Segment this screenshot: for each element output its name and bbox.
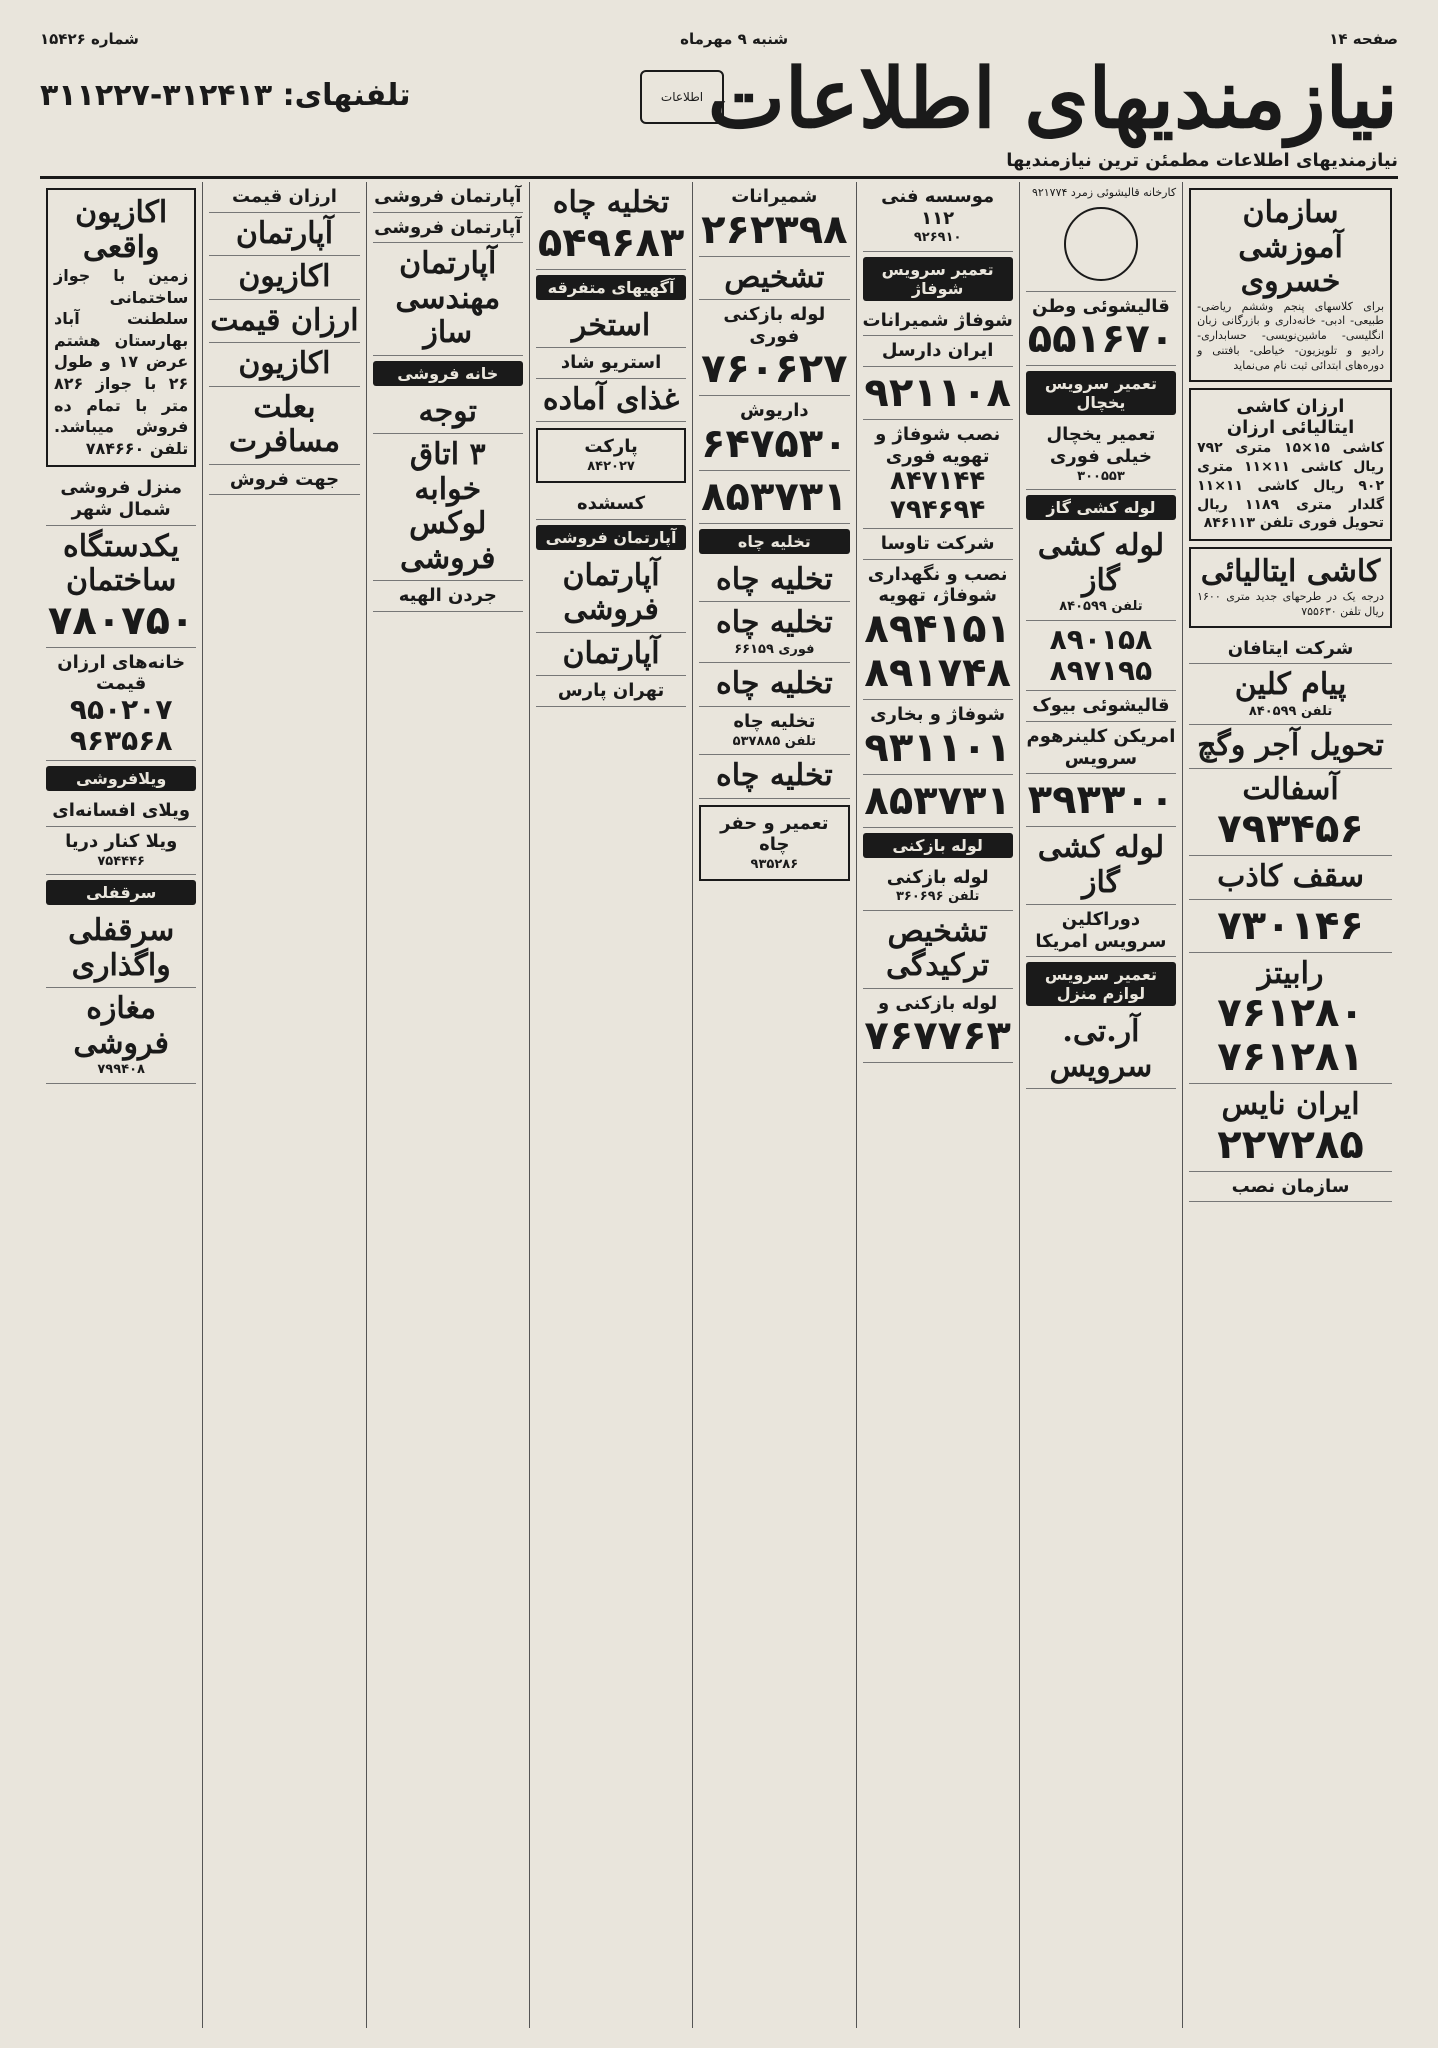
ad-house-north <box>46 473 196 525</box>
ad-brick <box>1189 725 1392 769</box>
column-1 <box>1182 182 1398 2028</box>
ad-title: نصب و نگهداری شوفاژ، تهویه <box>867 563 1008 607</box>
ad-buick-carpet <box>1026 691 1176 722</box>
ad-title: استریو شاد <box>560 352 662 373</box>
ad-apt-sale-2 <box>373 213 523 244</box>
ad-phone: ۹۲۶۹۱۰ <box>913 230 962 246</box>
ad-title: مغازه فروشی <box>73 991 169 1061</box>
ad-phone: ۷۸۰۷۵۰ <box>47 597 195 644</box>
ad-khosravi <box>1189 188 1392 382</box>
ad-phone-block <box>1026 774 1176 827</box>
ad-phone: ۸۹۰۱۵۸ ۸۹۷۱۹۵ <box>1049 622 1153 687</box>
ad-drain-2 <box>863 989 1013 1064</box>
ad-title: سازمان آموزشی خسروی <box>1238 195 1343 299</box>
ad-title: شوفاژ و بخاری <box>870 704 1006 726</box>
ad-apt-sale <box>536 555 686 633</box>
ad-title: خانه‌های ارزان قیمت <box>57 651 186 695</box>
ad-gas-pipe <box>1026 525 1176 621</box>
ad-title: ویلای افسانه‌ای <box>52 800 191 822</box>
ad-title: لوله بازکنی فوری <box>723 304 826 347</box>
ad-title: شرکت ایتافان <box>1227 637 1354 659</box>
ad-phone: ۸۵۳۷۳۱ <box>701 473 848 520</box>
ad-shemiranat <box>699 182 849 257</box>
ad-title: لوله بازکنی <box>886 866 989 888</box>
ad-phone: ۶۴۷۵۳۰ <box>701 420 848 467</box>
ad-payam-clean <box>1189 664 1392 725</box>
ad-phone: ۲۶۲۳۹۸ <box>701 206 848 253</box>
ad-title: دوراکلین سرویس امریکا <box>1035 909 1167 952</box>
ad-drain <box>863 863 1013 911</box>
ad-pool <box>536 305 686 349</box>
ad-title: پارکت <box>584 436 638 458</box>
ad-title: آر.تی. سرویس <box>1049 1014 1153 1084</box>
ad-rabitz <box>1189 953 1392 1085</box>
ad-occasion-2 <box>209 343 359 387</box>
ad-title: شرکت تاوسا <box>880 533 995 555</box>
ad-title: آپارتمان فروشی <box>374 216 522 238</box>
ad-title: لوله کشی گاز <box>1037 528 1165 598</box>
ad-lost <box>536 489 686 520</box>
ad-title: تخلیه چاه <box>716 561 833 597</box>
ad-title: اکازیون <box>238 259 331 295</box>
ad-body: کارخانه قالیشوئی زمرد ۹۲۱۷۷۴ <box>1031 186 1177 199</box>
ad-gas-pipe-3 <box>1026 827 1176 905</box>
column-4 <box>692 182 855 2028</box>
ad-phone: ۹۲۱۱۰۸ <box>864 369 1011 416</box>
ad-drain-fast <box>699 300 849 396</box>
ad-goodwill <box>46 910 196 988</box>
ad-attention <box>373 391 523 435</box>
ad-body: کاشی ۱۵×۱۵ متری ۷۹۲ ریال کاشی ۱۱×۱۱ متری ۹۰۲ ریال کاشی ۱۱×۱۱ گلدار متری ۱۱۸۹ ریال تحویل فوری تلفن ۸۴۶۱۱۳ <box>1197 439 1384 532</box>
ad-title: نصب شوفاژ و تهویه فوری <box>875 423 1001 467</box>
ad-false-ceiling <box>1189 856 1392 900</box>
section-header: ویلافروشی <box>46 766 196 791</box>
ad-title: پیام کلین <box>1234 667 1347 703</box>
masthead-subtitle: نیازمندیهای اطلاعات مطمئن ترین نیازمندیها <box>1006 150 1398 171</box>
ad-ready-food <box>536 379 686 423</box>
ad-phone-block <box>863 775 1013 828</box>
section-header: خانه فروشی <box>373 361 523 386</box>
ad-title: قالیشوئی بیوک <box>1032 695 1170 717</box>
section-header: تعمیر سرویس شوفاژ <box>863 257 1013 301</box>
ad-phone: ۷۶۱۲۸۰ ۷۶۱۲۸۱ <box>1217 990 1364 1081</box>
ad-rt-service <box>1026 1011 1176 1089</box>
ad-phone: ۳۰۰۵۵۳ <box>1077 468 1125 484</box>
ad-title: کاشی ایتالیائی <box>1200 554 1381 590</box>
ad-title: تخلیه چاه <box>716 666 833 702</box>
ad-title: ۳ اتاق خوابه لوکس فروشی <box>399 437 496 576</box>
ad-fridge <box>1026 420 1176 490</box>
ad-phone: فوری ۶۶۱۵۹ <box>734 641 815 657</box>
top-strip <box>40 30 1398 52</box>
ad-phone: تلفن ۳۶۰۶۹۶ <box>895 889 980 905</box>
column-7 <box>202 182 365 2028</box>
ad-real-occasion <box>46 188 196 467</box>
ad-phone-block <box>863 367 1013 420</box>
ad-title: یکدستگاه ساختمان <box>63 528 180 599</box>
ad-title: ایران دارسل <box>881 340 994 362</box>
ad-title: ارزان قیمت <box>231 186 337 207</box>
ad-title: تخلیه چاه <box>716 605 833 641</box>
masthead-title: نیازمندیهای اطلاعات <box>707 51 1398 147</box>
ad-title: آپارتمان <box>562 635 660 671</box>
ad-iran-darsel <box>863 336 1013 367</box>
ad-title: رابیتز <box>1257 955 1324 991</box>
section-header: لوله بازکنی <box>863 833 1013 858</box>
ad-well-main <box>536 182 686 270</box>
ad-phone: ۷۹۳۴۵۶ <box>1217 806 1364 853</box>
ad-tavsa <box>863 529 1013 560</box>
ad-dariush <box>699 396 849 471</box>
ad-cheap-1 <box>209 182 359 213</box>
ad-cheap-houses <box>46 648 196 762</box>
masthead-phones: تلفنهای: ۳۱۲۴۱۳-۳۱۱۲۲۷ <box>40 78 411 113</box>
ad-title: داریوش <box>740 400 809 422</box>
ad-title: تخلیه چاه <box>733 710 816 732</box>
ad-title: قالیشوئی وطن <box>1032 295 1170 317</box>
ad-title: تعمیر یخچال خیلی فوری <box>1046 424 1156 468</box>
ad-title: ارزان قیمت <box>210 302 359 338</box>
section-header: آگهیهای متفرقه <box>536 275 686 300</box>
page-number: صفحه ۱۴ <box>1329 30 1398 48</box>
ad-well-2 <box>699 602 849 663</box>
ad-well-dig <box>699 805 849 882</box>
ad-install-org <box>1189 1172 1392 1203</box>
ad-phone: ۵۵۱۶۷۰ <box>1027 316 1175 363</box>
ad-title: تشخیص ترکیدگی <box>886 913 990 984</box>
ad-phone: ۸۴۲۰۲۷ <box>587 458 635 474</box>
ad-title: ویلا کنار دریا <box>65 830 178 852</box>
column-2 <box>1019 182 1182 2028</box>
ad-3-bedroom <box>373 434 523 581</box>
column-5 <box>529 182 692 2028</box>
ad-heating-install <box>863 420 1013 529</box>
ad-title: امریکن کلینرهوم سرویس <box>1026 725 1176 769</box>
ad-phone: ۷۵۴۴۴۶ <box>97 853 145 869</box>
ad-phone: ۵۴۹۶۸۳ <box>537 219 685 266</box>
ad-italian-tile-1 <box>1189 388 1392 542</box>
section-header: تخلیه چاه <box>699 529 849 554</box>
ad-italian-tile-2 <box>1189 547 1392 627</box>
ad-well <box>699 559 849 603</box>
ad-phone: تلفن ۸۴۰۵۹۹ <box>1248 703 1333 719</box>
ad-well-5 <box>699 755 849 799</box>
ad-phone: تلفن ۵۳۷۸۸۵ <box>732 733 817 749</box>
ad-title: آسفالت <box>1242 771 1339 807</box>
section-header: لوله کشی گاز <box>1026 495 1176 520</box>
ad-title: سقف کاذب <box>1217 859 1364 895</box>
ad-phone: ۳۹۳۳۰۰ <box>1027 777 1175 824</box>
ad-title: لوله بازکنی و <box>877 992 998 1014</box>
ad-title: تخلیه چاه <box>552 185 670 220</box>
ad-title: موسسه فنی ۱۱۲ <box>881 186 995 229</box>
section-header: سرقفلی <box>46 880 196 905</box>
ad-title: غذای آماده <box>542 381 680 417</box>
ad-leak-detect <box>863 911 1013 989</box>
ad-phone-block <box>699 471 849 524</box>
ad-phone: ۸۹۴۱۵۱ ۸۹۱۷۴۸ <box>864 606 1011 697</box>
ad-heating-heater <box>863 700 1013 775</box>
ad-phone: ۷۶۰۶۲۷ <box>701 346 848 393</box>
classified-columns <box>40 182 1398 2028</box>
ad-stereo <box>536 348 686 379</box>
ad-itafan <box>1189 634 1392 665</box>
ad-duraclean <box>1026 905 1176 957</box>
ad-title: بعلت مسافرت <box>228 389 341 460</box>
ad-tehranpars <box>536 676 686 707</box>
ad-zomorod <box>1026 182 1176 292</box>
ad-title: ارزان کاشی ایتالیائی ارزان <box>1226 395 1355 439</box>
ad-phone: ۸۴۷۱۴۴ ۷۹۴۶۹۴ <box>890 466 986 525</box>
ad-apt-sale-1 <box>373 182 523 213</box>
section-header: تعمیر سرویس لوازم منزل <box>1026 962 1176 1006</box>
ad-phone: ۸۵۳۷۳۱ <box>864 777 1011 824</box>
ad-shemiranat-heating <box>863 306 1013 337</box>
ad-apartment <box>209 213 359 257</box>
ad-diagnosis <box>699 257 849 301</box>
ad-title: آپارتمان فروشی <box>562 557 660 628</box>
ad-apt <box>536 633 686 677</box>
ad-building <box>46 526 196 648</box>
ad-iran-nice <box>1189 1084 1392 1172</box>
certified-badge-icon <box>1064 207 1138 281</box>
section-header: تعمیر سرویس یخچال <box>1026 371 1176 415</box>
ad-american-cleaner <box>1026 722 1176 774</box>
date: شنبه ۹ مهرماه <box>680 30 789 48</box>
ad-title: استخر <box>571 307 651 343</box>
ad-title: آپارتمان فروشی <box>374 186 522 207</box>
issue-number: شماره ۱۵۴۲۶ <box>40 30 139 48</box>
ad-asphalt-2 <box>1189 900 1392 953</box>
ad-title: لوله کشی گاز <box>1037 830 1165 900</box>
section-header: آپارتمان فروشی <box>536 525 686 550</box>
column-6 <box>366 182 529 2028</box>
ad-body: درجه یک در طرحهای جدید متری ۱۶۰۰ ریال تلفن ۷۵۵۶۳۰ <box>1197 589 1384 618</box>
column-3 <box>856 182 1019 2028</box>
ad-title: سازمان نصب <box>1231 1175 1350 1197</box>
ad-title: منزل فروشی شمال شهر <box>60 477 182 520</box>
newspaper-logo: اطلاعات <box>640 70 724 124</box>
ad-phone: ۹۳۱۱۰۱ <box>864 724 1011 771</box>
ad-title: آپارتمان مهندسی ساز <box>395 246 501 351</box>
ad-jordan <box>373 581 523 612</box>
ad-phone: ۲۲۷۲۸۵ <box>1217 1121 1364 1168</box>
ad-title: تهران پارس <box>557 680 665 702</box>
ad-gas-pipe-2 <box>1026 621 1176 692</box>
ad-phone: ۷۹۹۴۰۸ <box>97 1062 145 1078</box>
ad-phone: ۹۵۰۲۰۷ ۹۶۳۵۶۸ <box>69 692 173 757</box>
ad-title: جهت فروش <box>229 468 340 490</box>
ad-title: اکازیون <box>238 346 331 382</box>
ad-occasion-1 <box>209 256 359 300</box>
ad-villa-sea <box>46 827 196 875</box>
ad-body: زمین با جواز ساختمانی سلطنت آباد بهارستان هشتم عرض ۱۷ و طول ۲۶ با جواز ۸۲۶ متر با تمام ده فروش میباشد. تلفن ۷۸۴۶۶۰ <box>54 266 189 458</box>
ad-phone: ۷۳۰۱۴۶ <box>1217 902 1364 949</box>
ad-phone: ۷۶۷۷۶۳ <box>864 1013 1011 1060</box>
masthead <box>40 51 1398 179</box>
ad-title: ایران نایس <box>1221 1087 1360 1123</box>
ad-title: تشخیص <box>724 259 825 295</box>
ad-cheap-2 <box>209 300 359 344</box>
ad-body: برای کلاسهای پنجم وششم ریاضی- طبیعی- ادبی- خانه‌داری و بازرگانی زبان انگلیسی- ماشین‌نویسی- حسابداری- رادیو و تلویزیون- خیاطی- بافتنی و دوره‌های ابتدائی ثبت نام می‌نماید <box>1197 299 1384 372</box>
ad-title: آپارتمان <box>235 215 334 251</box>
ad-title: کسشده <box>576 493 646 515</box>
ad-parquet <box>536 428 686 483</box>
ad-phone: تلفن ۸۴۰۵۹۹ <box>1059 599 1143 615</box>
ad-title: شوفاژ شمیرانات <box>862 309 1013 331</box>
ad-heating-maint <box>863 560 1013 700</box>
ad-fanni-112 <box>863 182 1013 252</box>
ad-phone: ۹۳۵۲۸۶ <box>750 856 799 872</box>
ad-asphalt <box>1189 769 1392 857</box>
ad-villa-legend <box>46 796 196 827</box>
ad-title: شمیرانات <box>731 186 818 207</box>
ad-shop-sale <box>46 988 196 1084</box>
ad-for-sale <box>209 465 359 496</box>
ad-title: توجه <box>418 393 477 429</box>
ad-title: تحویل آجر وگچ <box>1197 728 1384 764</box>
ad-title: جردن الهیه <box>398 585 497 607</box>
ad-title: تعمیر و حفر چاه <box>720 812 829 856</box>
ad-well-3 <box>699 663 849 707</box>
ad-vatan <box>1026 292 1176 367</box>
column-8 <box>40 182 202 2028</box>
ad-title: اکازیون واقعی <box>75 195 168 265</box>
ad-title: تخلیه چاه <box>716 758 833 794</box>
ad-title: سرقفلی واگذاری <box>68 913 175 983</box>
ad-travel <box>209 387 359 465</box>
ad-well-4 <box>699 707 849 755</box>
ad-apt-engineered <box>373 243 523 356</box>
